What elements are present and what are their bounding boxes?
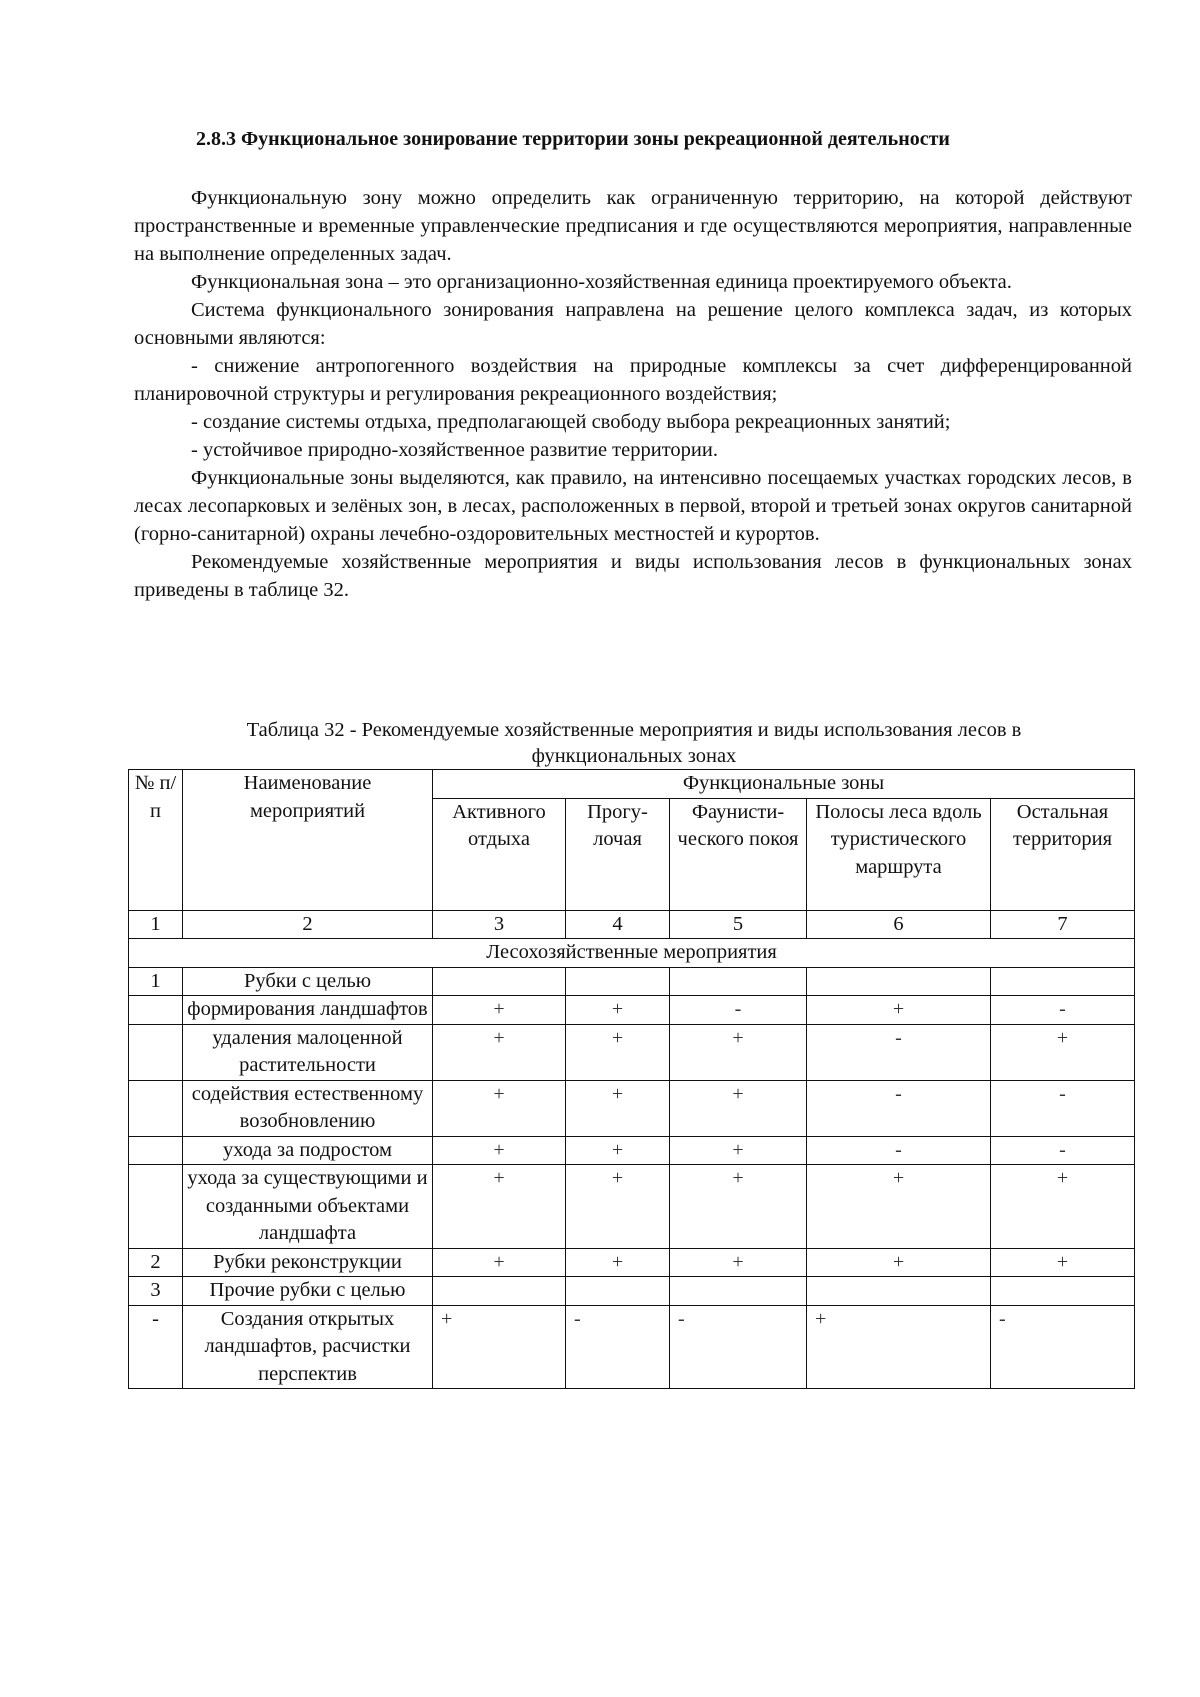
zone-mark: + — [807, 1165, 991, 1249]
table-header-row — [129, 770, 1135, 799]
zone-mark: + — [433, 1136, 566, 1165]
zone-mark — [991, 1277, 1135, 1306]
zone-mark: + — [670, 1080, 807, 1136]
zone-mark — [670, 967, 807, 996]
zone-mark: + — [566, 1136, 670, 1165]
table-row — [129, 1277, 1135, 1306]
zone-mark: + — [433, 1080, 566, 1136]
table-row — [129, 1165, 1135, 1249]
zone-mark — [566, 967, 670, 996]
row-name: удаления малоценной растительности — [183, 1024, 433, 1080]
header-zone: Активного отдыха — [433, 798, 566, 910]
zone-mark: + — [566, 996, 670, 1025]
zone-mark: + — [991, 1248, 1135, 1277]
paragraph: Функциональную зону можно определить как ограниченную территорию, на которой действуют пространственные и временные управленческие предписания и где осуществляются мероприятия, направленные на выполнение определенных задач. — [134, 187, 1132, 265]
column-number: 6 — [807, 910, 991, 939]
zone-mark: - — [991, 996, 1135, 1025]
body-text — [134, 184, 1132, 604]
zone-mark: - — [991, 1136, 1135, 1165]
zone-mark: - — [807, 1136, 991, 1165]
zone-mark: - — [566, 1305, 670, 1389]
row-number — [129, 1080, 183, 1136]
zone-mark: + — [807, 1248, 991, 1277]
paragraph: Система функционального зонирования направлена на решение целого комплекса задач, из которых основными являются: — [134, 299, 1132, 349]
zone-mark — [991, 967, 1135, 996]
zone-mark: - — [807, 1024, 991, 1080]
table-row — [129, 1136, 1135, 1165]
row-number: - — [129, 1305, 183, 1389]
list-item: - устойчивое природно-хозяйственное развитие территории. — [191, 439, 718, 461]
table-caption — [134, 717, 1134, 769]
zone-mark: + — [433, 1024, 566, 1080]
column-number: 4 — [566, 910, 670, 939]
header-zone: Фаунисти-ческого покоя — [670, 798, 807, 910]
zone-mark: + — [566, 1248, 670, 1277]
zone-mark: + — [566, 1024, 670, 1080]
zone-mark: + — [807, 1305, 991, 1389]
table-row — [129, 1024, 1135, 1080]
table-row — [129, 996, 1135, 1025]
section-heading: 2.8.3 Функциональное зонирование территории зоны рекреационной деятельности — [196, 128, 950, 150]
section-row — [129, 939, 1135, 968]
row-name: Создания открытых ландшафтов, расчистки перспектив — [183, 1305, 433, 1389]
zone-mark: + — [566, 1080, 670, 1136]
zone-mark: + — [433, 1165, 566, 1249]
row-number — [129, 1136, 183, 1165]
row-number — [129, 996, 183, 1025]
zone-mark — [566, 1277, 670, 1306]
zone-mark: + — [991, 1165, 1135, 1249]
paragraph: Функциональная зона – это организационно-хозяйственная единица проектируемого объекта. — [191, 271, 1012, 293]
column-number-row — [129, 910, 1135, 939]
row-name: ухода за подростом — [183, 1136, 433, 1165]
table-row — [129, 1080, 1135, 1136]
zone-mark: + — [807, 996, 991, 1025]
header-zone: Остальная территория — [991, 798, 1135, 910]
zone-mark: - — [991, 1305, 1135, 1389]
table-row — [129, 967, 1135, 996]
zone-mark: + — [670, 1248, 807, 1277]
row-name: Рубки реконструкции — [183, 1248, 433, 1277]
zone-mark — [433, 1277, 566, 1306]
row-number — [129, 1165, 183, 1249]
header-zones: Функциональные зоны — [433, 770, 1135, 799]
row-number — [129, 1024, 183, 1080]
row-number: 1 — [129, 967, 183, 996]
row-number: 2 — [129, 1248, 183, 1277]
zone-mark: - — [991, 1080, 1135, 1136]
measures-table — [128, 769, 1135, 1389]
zone-mark: + — [433, 996, 566, 1025]
paragraph: Функциональные зоны выделяются, как правило, на интенсивно посещаемых участках городских лесов, в лесах лесопарковых и зелёных зон, в лесах, расположенных в первой, второй и третьей зонах округов санитарной (горно-санитарной) охраны лечебно-оздоровительных местностей и курортов. — [134, 467, 1132, 545]
row-name: содействия естественному возобновлению — [183, 1080, 433, 1136]
zone-mark: + — [433, 1248, 566, 1277]
column-number: 3 — [433, 910, 566, 939]
zone-mark: + — [566, 1165, 670, 1249]
zone-mark — [670, 1277, 807, 1306]
table-caption-line: функциональных зонах — [531, 745, 737, 767]
row-name: ухода за существующими и созданными объектами ландшафта — [183, 1165, 433, 1249]
zone-mark: + — [670, 1165, 807, 1249]
zone-mark: + — [433, 1305, 566, 1389]
zone-mark: - — [670, 1305, 807, 1389]
row-name: формирования ландшафтов — [183, 996, 433, 1025]
header-zone: Прогу-лочая — [566, 798, 670, 910]
zone-mark: + — [670, 1136, 807, 1165]
column-number: 1 — [129, 910, 183, 939]
section-title: Лесохозяйственные мероприятия — [129, 939, 1135, 968]
column-number: 7 — [991, 910, 1135, 939]
table-row — [129, 1248, 1135, 1277]
table-row — [129, 1305, 1135, 1389]
zone-mark: + — [670, 1024, 807, 1080]
zone-mark: - — [807, 1080, 991, 1136]
row-name: Прочие рубки с целью — [183, 1277, 433, 1306]
column-number: 2 — [183, 910, 433, 939]
row-name: Рубки с целью — [183, 967, 433, 996]
zone-mark: - — [670, 996, 807, 1025]
list-item: - снижение антропогенного воздействия на природные комплексы за счет дифференцированной планировочной структуры и регулирования рекреационного воздействия; — [134, 355, 1132, 405]
header-name: Наименование мероприятий — [183, 770, 433, 911]
zone-mark — [433, 967, 566, 996]
header-zone: Полосы леса вдоль туристического маршрута — [807, 798, 991, 910]
header-num: № п/п — [129, 770, 183, 911]
table-caption-line: Таблица 32 - Рекомендуемые хозяйственные мероприятия и виды использования лесов в — [246, 719, 1022, 741]
row-number: 3 — [129, 1277, 183, 1306]
zone-mark: + — [991, 1024, 1135, 1080]
column-number: 5 — [670, 910, 807, 939]
zone-mark — [807, 1277, 991, 1306]
list-item: - создание системы отдыха, предполагающей свободу выбора рекреационных занятий; — [191, 411, 951, 433]
paragraph: Рекомендуемые хозяйственные мероприятия и виды использования лесов в функциональных зонах приведены в таблице 32. — [134, 551, 1132, 601]
zone-mark — [807, 967, 991, 996]
